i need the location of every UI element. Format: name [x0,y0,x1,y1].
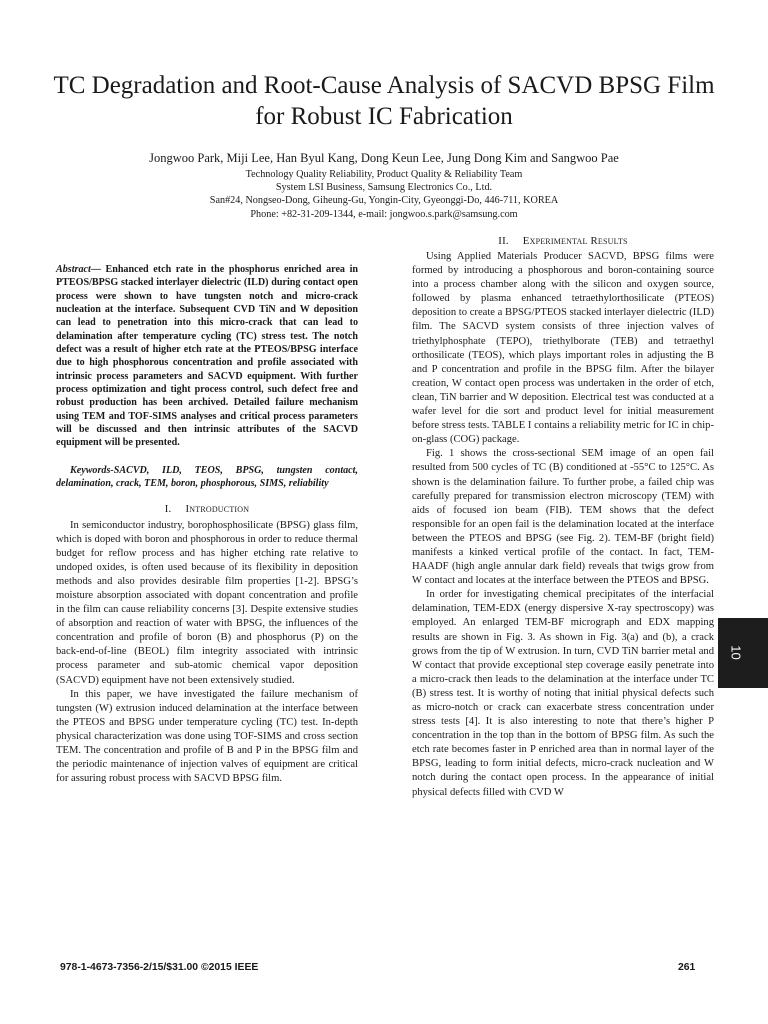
affiliation-block [40,168,728,221]
affiliation-line: Phone: +82-31-209-1344, e-mail: jongwoo.s.park@samsung.com [250,208,518,220]
affiliation-line: Technology Quality Reliability, Product Quality & Reliability Team [245,169,523,180]
affiliation-line: San#24, Nongseo-Dong, Giheung-Gu, Yongin-City, Gyeonggi-Do, 446-711, KOREA [209,195,559,207]
section-title: Experimental Results [522,235,628,247]
section-title: Introduction [185,502,250,515]
right-column [412,234,714,800]
section-heading-introduction [56,502,358,516]
abstract-label: Abstract [56,264,91,275]
paper-title: TC Degradation and Root-Cause Analysis of SACVD BPSG Film for Robust IC Fabrication [53,72,715,130]
paragraph: Fig. 1 shows the cross-sectional SEM image of an open fail resulted from 500 cycles of TC (B) conditioned at -55°C to 125°C. As shown is the delamination failure. To further probe, a failed chip was carefully prepared for transmission electron microscopy (TEM) with aids of focused ion beam (FIB). TEM shows that the defect responsible for an open fail is the delamination located at the interface between the PTEOS and BPSG (see Fig. 2). TEM-BF (bright field) manifests a kinked vertical profile of the contact. In fact, TEM-HAADF (high angle annular dark field) reveals that twigs grow from W contact and locates at the interface between the PTEOS and BPSG. [412,448,714,587]
abstract [56,263,358,450]
paragraph: Using Applied Materials Producer SACVD, BPSG films were formed by introducing a phosphorous and boron-containing source into a process chamber along with the silicon and oxygen source, followed by plasma enhanced tetraethylorthosilicate (PTEOS) deposition to create a BPSG/PTEOS stacked interlayer dielectric (ILD) film. The SACVD system consists of three injection valves of triethylphosphate (TEPO), triethylborate (TEB) and tetraethyl orthosilicate (TEOS), which plays important roles in adjusting the B and P concentration and profile in the BPSG film. After the bilayer creation, W contact open process was undertaken in the order of etch, clean, TiN barrier and W deposition. Electrical test was conducted at a wafer level for die sort and product level for initial measurement before stress tests. TABLE I contains a reliability metric for IC in chip-on-glass (COG) package. [412,251,714,446]
section-number: II. [498,235,509,247]
affiliation-line: System LSI Business, Samsung Electronics Co., Ltd. [275,182,493,194]
section-number: I. [164,502,172,515]
section-heading-experimental-results [412,234,714,248]
paragraph: In order for investigating chemical precipitates of the interfacial delamination, TEM-EDX (energy dispersive X-ray spectroscopy) was employed. An enlarged TEM-BF micrograph and EDX mapping results are shown in Fig. 3. As shown in Fig. 3(a) and (b), a crack grows from the tip of W extrusion. In turn, CVD TiN barrier metal and W contact that provide exceptional step coverage easily penetrate into a micro-crack then leads to the delamination at the interface under TC (B) stress test. It is worthy of noting that initial physical defects such as micro-notch or crack can exacerbate stress concentration under stress tests [4]. It is also interesting to note that there’s higher P concentration in the top than in the bottom of BPSG film. As such the etch rate becomes faster in P enriched area than in normal layer of the BPSG, leading to form initial defects, micro-crack nucleation and W notch during the contact open process. In the appearance of initial physical defects filled with CVD W [412,589,714,798]
left-column [56,236,358,786]
paragraph: In semiconductor industry, borophosphosilicate (BPSG) glass film, which is doped with boron and phosphorous in order to reduce thermal budget for reflow process and has higher etching rate relative to undoped oxides, is often used because of its flexibility in deposition methods and also provides desirable film properties [1-2]. BPSG’s moisture absorption associated with dopant concentration and profile in the film can cause reliability concerns [3]. Despite extensive studies of absorption and reaction of water with BPSG, the influences of the concentration and profile of boron (B) and phosphorus (P) on the back-end-of-line (BEOL) film integrity associated with intrinsic process parameter and sub-atomic chemical vapor deposition (SACVD) equipment have not been extensively studied. [56,519,358,686]
abstract-text: — Enhanced etch rate in the phosphorus enriched area in PTEOS/BPSG stacked interlayer dielectric (ILD) during contact open process were shown to have tungsten notch and micro-crack nucleation at the interface. Subsequent CVD TiN and W deposition can lead to penetration into this micro-crack that can lead to delamination after temperature cycling (TC) stress test. The notch defect was a result of higher etch rate at the PTEOS/BPSG interface due to high phosphorous concentration and profile associated with intrinsic process parameters and SACVD equipment. With further process optimization and tight process control, such defect free and robust production has been archived. Detailed failure mechanism using TEM and TOF-SIMS analyses and critical process parameters will be discussed and then intrinsic attributes of the SACVD equipment will be presented. [56,264,358,449]
keywords: Keywords-SACVD, ILD, TEOS, BPSG, tungsten contact, delamination, crack, TEM, boron, phosphorous, SIMS, reliability [56,464,358,490]
chapter-tab [718,618,768,688]
chapter-tab-label: 10 [728,645,744,660]
author-list: Jongwoo Park, Miji Lee, Han Byul Kang, Dong Keun Lee, Jung Dong Kim and Sangwoo Pae [149,151,619,165]
footer-isbn: 978-1-4673-7356-2/15/$31.00 ©2015 IEEE [60,962,259,973]
paragraph: In this paper, we have investigated the failure mechanism of tungsten (W) extrusion induced delamination at the interface between the PTEOS and BPSG under temperature cycling (TC) test. In-depth physical characterization was done using TOF-SIMS and cross section TEM. The concentration and profile of B and P in the BPSG film and the periodic maintenance of injection valves of equipment are critical for assuring robust process with SACVD BPSG film. [56,688,358,785]
page-number: 261 [678,962,696,973]
